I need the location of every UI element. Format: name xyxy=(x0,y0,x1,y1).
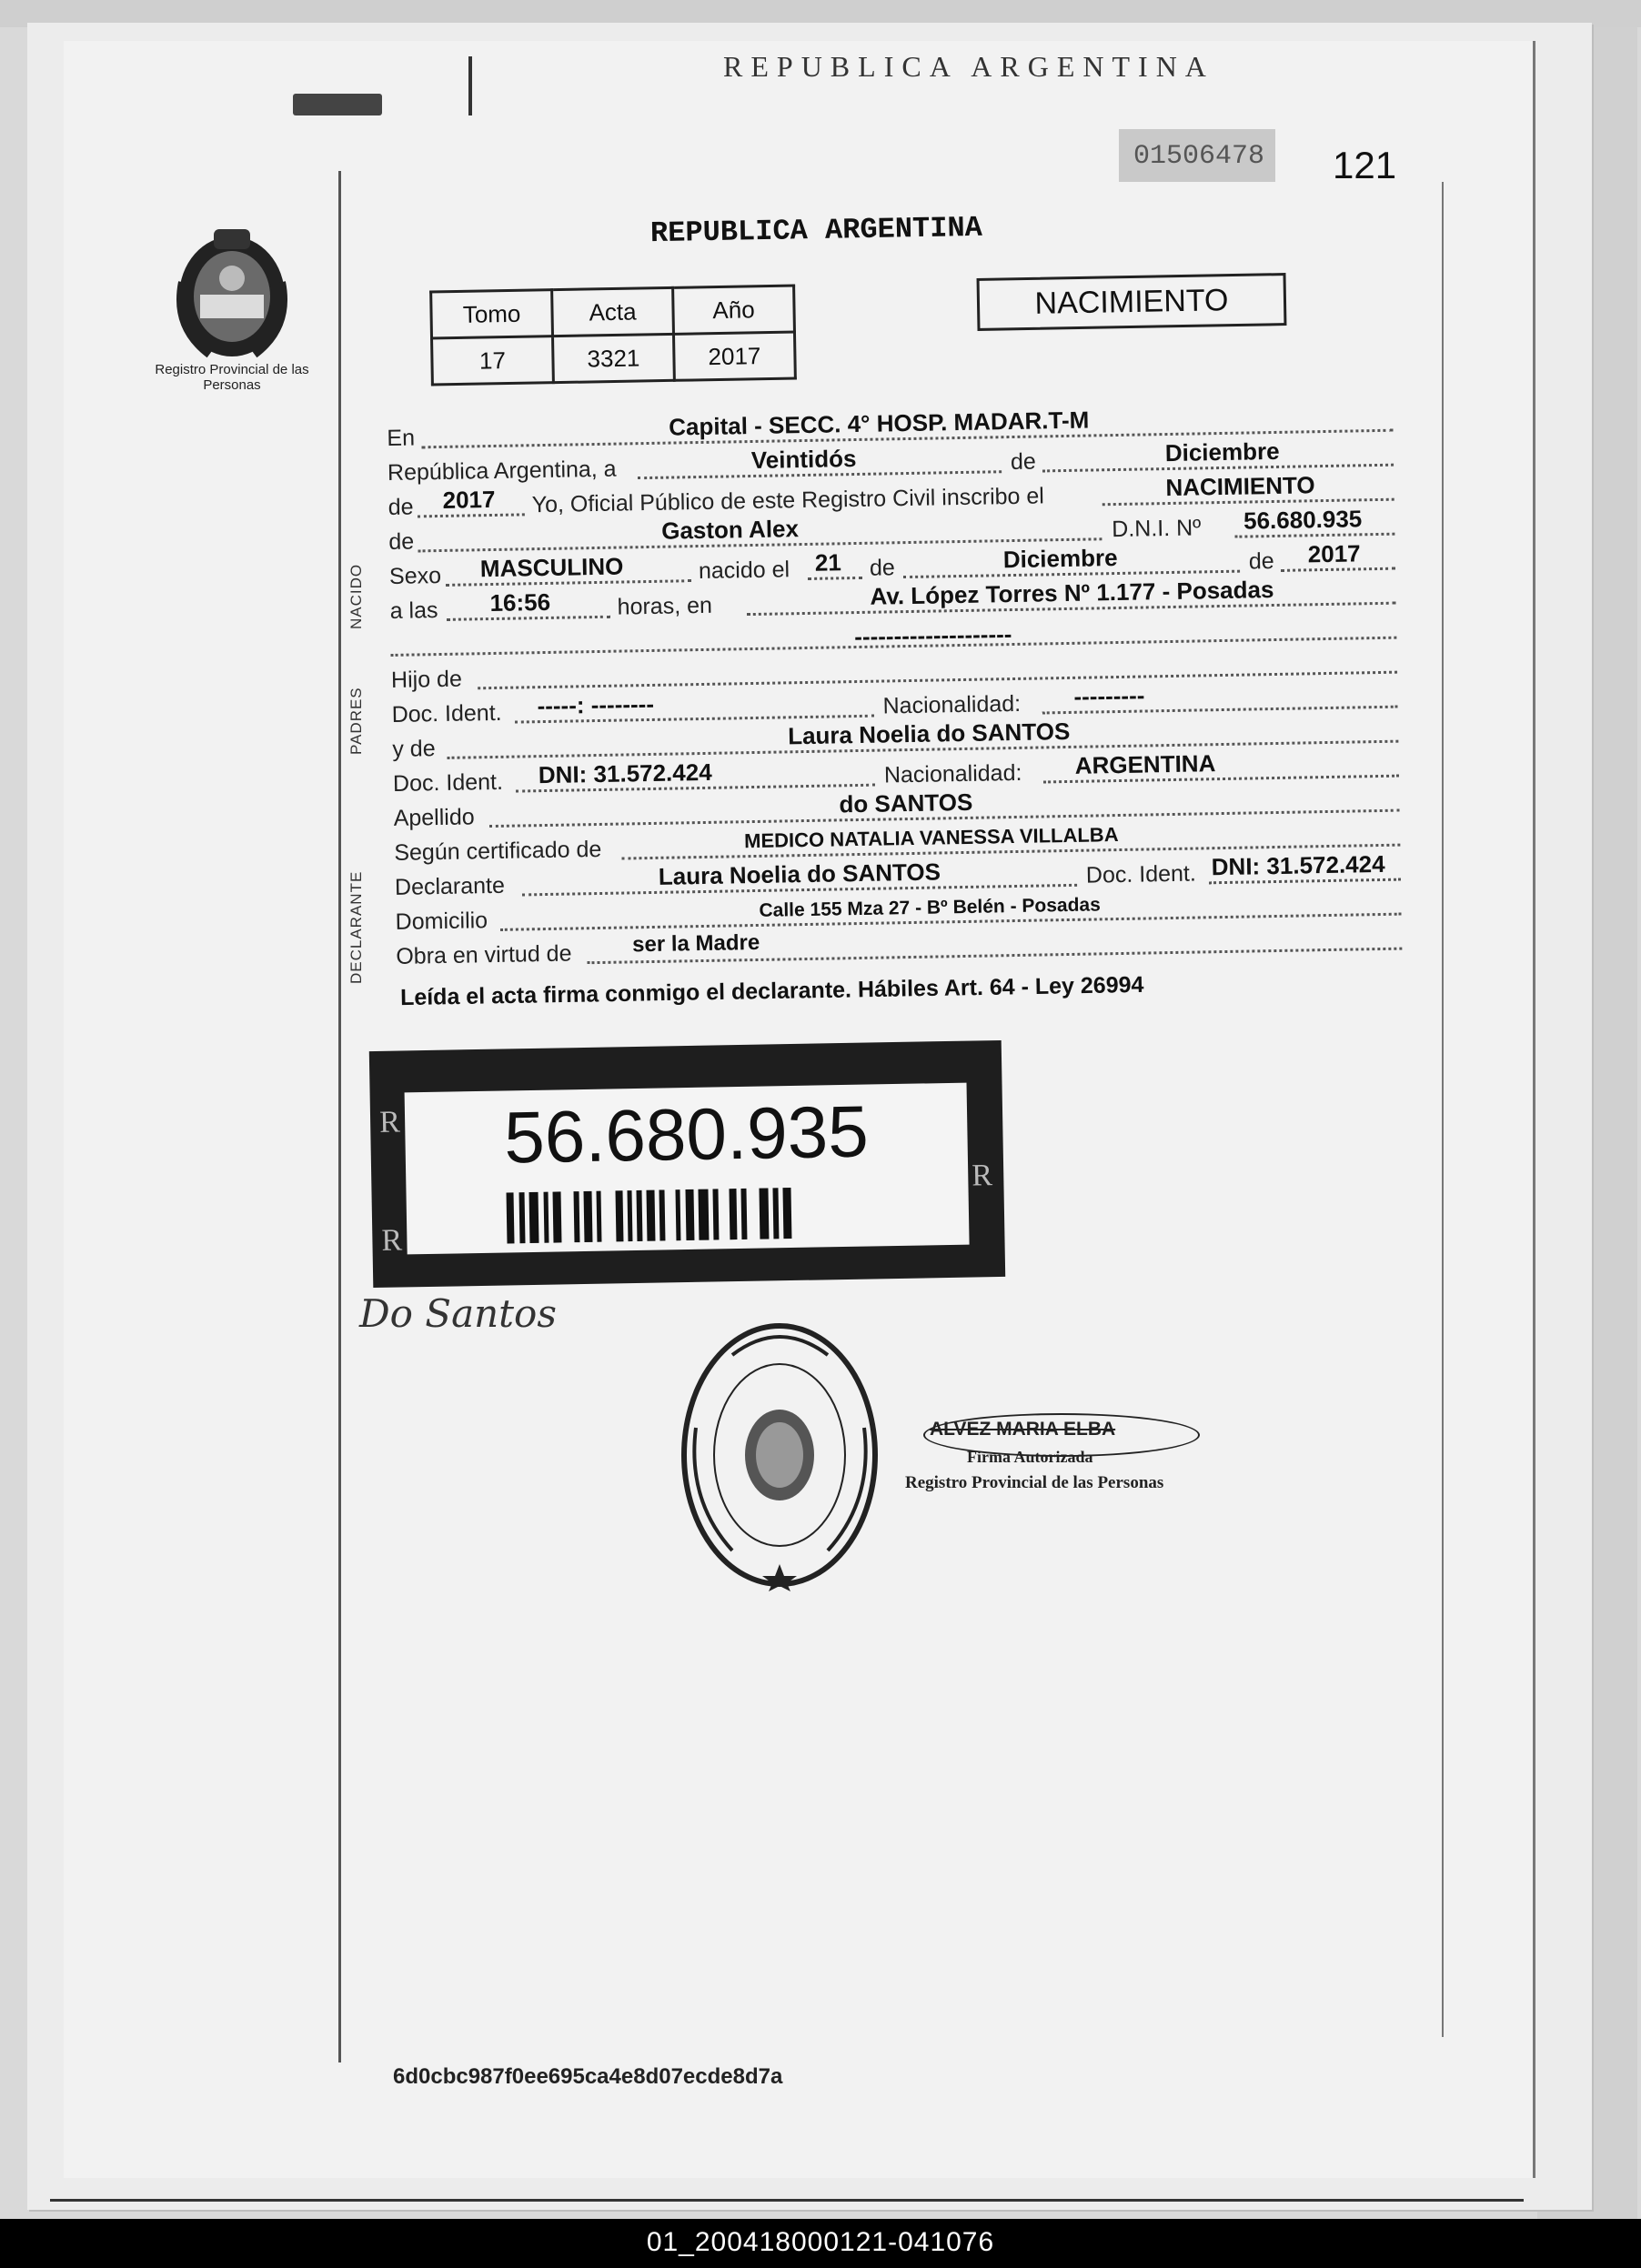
value-sexo: MASCULINO xyxy=(479,552,624,583)
label-apellido: Apellido xyxy=(393,804,475,831)
label-de: de xyxy=(388,528,415,555)
value-declarante-doc: DNI: 31.572.424 xyxy=(1211,849,1385,881)
label-doc: Doc. Ident. xyxy=(392,768,504,797)
value-obra: ser la Madre xyxy=(631,929,760,958)
label-doc: Doc. Ident. xyxy=(1085,860,1197,888)
security-pattern-icon: R xyxy=(381,1223,403,1258)
value-apellido: do SANTOS xyxy=(839,788,973,818)
section-declarante: DECLARANTE xyxy=(347,870,365,984)
value-mes-nac: Diciembre xyxy=(1002,544,1118,574)
value-lugar: Capital - SECC. 4° HOSP. MADAR.T-M xyxy=(668,406,1090,441)
section-padres: PADRES xyxy=(347,687,365,755)
table-header: Año xyxy=(673,286,795,334)
label-en: En xyxy=(387,425,416,451)
label-a-las: a las xyxy=(389,597,438,624)
birth-record-form xyxy=(387,401,1405,971)
value-certificado: MEDICO NATALIA VANESSA VILLALBA xyxy=(743,823,1119,853)
label-nac: Nacionalidad: xyxy=(883,759,1022,788)
label-de: de xyxy=(1248,547,1274,575)
record-type-box: NACIMIENTO xyxy=(977,273,1287,331)
label-horas: horas, en xyxy=(617,592,713,620)
value-madre: Laura Noelia do SANTOS xyxy=(787,717,1071,750)
label-republica: República Argentina, a xyxy=(387,456,617,486)
label-de: de xyxy=(1010,448,1036,476)
barcode-icon xyxy=(507,1188,792,1243)
form-title: REPUBLICA ARGENTINA xyxy=(649,210,983,251)
bottom-rule xyxy=(50,2199,1524,2202)
value-madre-nac: ARGENTINA xyxy=(1074,749,1216,779)
value-dia-texto: Veintidós xyxy=(750,444,857,475)
value-hora: 16:56 xyxy=(489,587,551,617)
value-padre-doc: -----: -------- xyxy=(537,689,655,720)
table-cell: 17 xyxy=(432,336,554,385)
label-de: de xyxy=(388,494,414,520)
label-obra: Obra en virtud de xyxy=(396,940,572,969)
value-mes: Diciembre xyxy=(1164,437,1280,467)
registry-seal-icon xyxy=(678,1319,882,1591)
serial-number: 01506478 xyxy=(1133,141,1265,172)
table-cell: 2017 xyxy=(673,332,795,380)
value-anio-nac: 2017 xyxy=(1307,539,1361,568)
tomo-acta-table xyxy=(429,285,797,386)
section-nacido: NACIDO xyxy=(347,563,365,629)
table-header: Acta xyxy=(552,287,674,336)
registry-caption: Registro Provincial de las Personas xyxy=(155,362,309,393)
dni-sticker xyxy=(369,1040,1005,1288)
header-divider xyxy=(468,56,472,115)
dni-number: 56.680.935 xyxy=(503,1090,870,1179)
label-de: de xyxy=(869,555,896,581)
label-declarante: Declarante xyxy=(394,872,506,900)
value-dia-nac: 21 xyxy=(814,548,842,577)
right-margin-rule xyxy=(1442,182,1444,2037)
legal-text: Leída el acta firma conmigo el declarante. Hábiles Art. 64 - Ley 26994 xyxy=(399,971,1144,1011)
security-pattern-icon: R xyxy=(971,1159,993,1193)
label-segun: Según certificado de xyxy=(394,836,602,866)
signatory-role: Firma Autorizada xyxy=(967,1448,1093,1466)
header-logo-icon xyxy=(293,94,382,115)
label-domicilio: Domicilio xyxy=(395,908,488,935)
label-doc: Doc. Ident. xyxy=(391,699,502,728)
handwritten-surname: Do Santos xyxy=(359,1291,557,1336)
value-nombre: Gaston Alex xyxy=(660,515,800,545)
header-title: REPUBLICA ARGENTINA xyxy=(723,50,1214,83)
folio-number: 121 xyxy=(1333,144,1397,186)
value-domicilio: Calle 155 Mza 27 - Bº Belén - Posadas xyxy=(759,894,1101,921)
label-yde: y de xyxy=(392,736,436,762)
dni-label xyxy=(405,1083,970,1255)
value-lugar-nac: Av. López Torres Nº 1.177 - Posadas xyxy=(870,576,1274,610)
coat-of-arms-icon xyxy=(164,218,300,364)
left-margin-rule xyxy=(338,171,341,2062)
value-declarante: Laura Noelia do SANTOS xyxy=(658,858,941,890)
label-dni: D.N.I. Nº xyxy=(1112,515,1202,543)
label-sexo: Sexo xyxy=(388,562,442,589)
signatory-org: Registro Provincial de las Personas xyxy=(905,1473,1164,1492)
label-hijo: Hijo de xyxy=(390,666,463,693)
value-anio: 2017 xyxy=(442,485,496,514)
value-padre: -------------------- xyxy=(854,620,1012,651)
label-nacido: nacido el xyxy=(698,557,790,585)
label-nac: Nacionalidad: xyxy=(882,690,1022,719)
label-yo: Yo, Oficial Público de este Registro Civil inscribo el xyxy=(531,483,1045,518)
file-caption: 01_200418000121-041076 xyxy=(646,2227,995,2257)
table-cell: 3321 xyxy=(553,334,675,382)
value-padre-nac: --------- xyxy=(1073,681,1145,710)
value-acto: NACIMIENTO xyxy=(1165,471,1315,502)
value-madre-doc: DNI: 31.572.424 xyxy=(538,758,712,789)
security-pattern-icon: R xyxy=(378,1105,401,1139)
signatory-name: ALVEZ MARIA ELBA xyxy=(930,1419,1116,1440)
table-header: Tomo xyxy=(431,290,553,338)
value-dni: 56.680.935 xyxy=(1243,505,1363,535)
document-hash: 6d0cbc987f0ee695ca4e8d07ecde8d7a xyxy=(393,2064,783,2089)
